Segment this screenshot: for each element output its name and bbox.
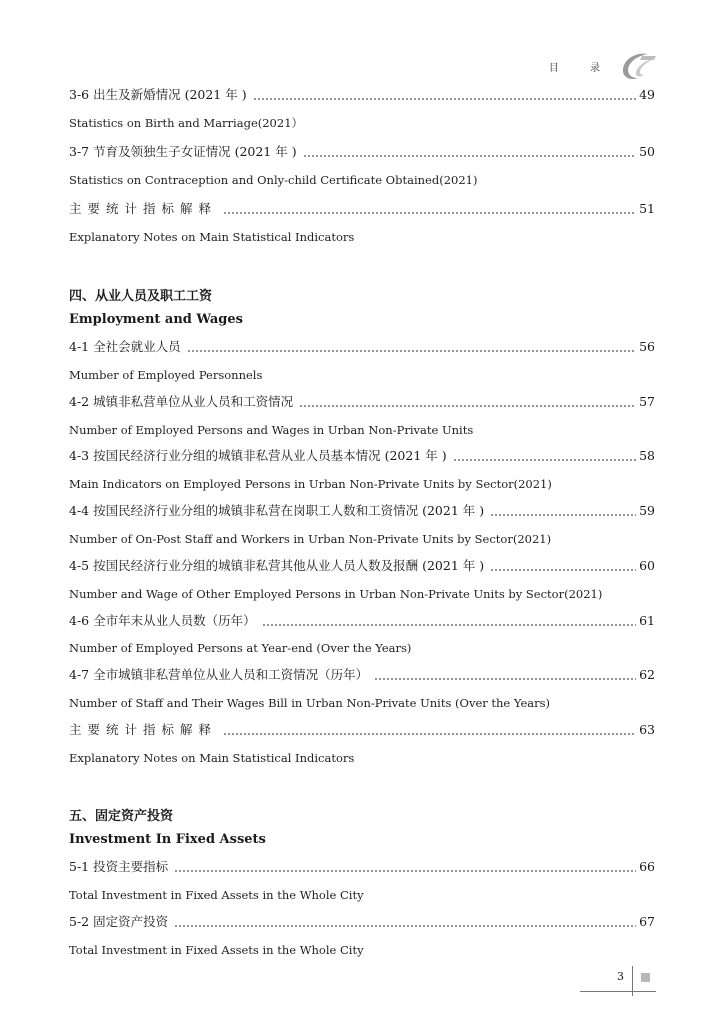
entry-english: Number of Employed Persons and Wages in Urban Non-Private Units — [69, 423, 474, 437]
entry-title: 5-2 固定资产投资 — [69, 914, 169, 929]
page-number: 60 — [639, 558, 655, 573]
toc-entry-4-7[interactable] — [69, 666, 655, 684]
section-title-cn: 四、从业人员及职工工资 — [69, 289, 213, 304]
entry-title: 4-6 全市年末从业人员数（历年） — [69, 613, 256, 628]
toc-entry-5-2[interactable] — [69, 913, 655, 931]
entry-title: 4-5 按国民经济行业分组的城镇非私营其他从业人员人数及报酬 (2021 年 ) — [69, 558, 485, 573]
entry-title: 4-2 城镇非私营单位从业人员和工资情况 — [69, 394, 294, 409]
toc-entry-4-2[interactable] — [69, 393, 655, 411]
leader-dots — [174, 925, 636, 927]
entry-english: Mumber of Employed Personnels — [69, 368, 263, 382]
page-number: 56 — [639, 339, 655, 354]
leader-dots — [374, 678, 636, 680]
toc-entry-5-1[interactable] — [69, 858, 655, 876]
leader-dots — [253, 98, 636, 100]
swirl-logo-icon — [618, 50, 658, 82]
leader-dots — [453, 459, 636, 461]
leader-dots — [223, 212, 636, 214]
page-footer — [580, 966, 656, 992]
header-title: 目 录 — [548, 63, 614, 74]
toc-entry-notes-3[interactable] — [69, 200, 655, 218]
leader-dots — [303, 155, 636, 157]
leader-dots — [187, 350, 636, 352]
page-number: 51 — [639, 201, 655, 216]
section-title-en: Employment and Wages — [69, 312, 243, 327]
toc-entry-4-6[interactable] — [69, 612, 655, 630]
entry-title: 5-1 投资主要指标 — [69, 859, 169, 874]
page-number: 50 — [639, 144, 655, 159]
page-number: 67 — [639, 914, 655, 929]
section-title-en: Investment In Fixed Assets — [69, 832, 266, 847]
entry-title: 主要统计指标解释 — [69, 201, 218, 216]
toc-entry-4-5[interactable] — [69, 557, 655, 575]
entry-english: Total Investment in Fixed Assets in the Whole City — [69, 943, 364, 957]
entry-english: Number of Employed Persons at Year-end (Over the Years) — [69, 641, 412, 655]
leader-dots — [490, 569, 636, 571]
leader-dots — [223, 733, 636, 735]
leader-dots — [299, 405, 636, 407]
page-number: 62 — [639, 667, 655, 682]
leader-dots — [174, 870, 636, 872]
leader-dots — [262, 624, 636, 626]
square-icon — [641, 973, 650, 982]
footer-rule — [580, 991, 656, 992]
entry-title: 4-4 按国民经济行业分组的城镇非私营在岗职工人数和工资情况 (2021 年 ) — [69, 503, 485, 518]
footer-page-number: 3 — [617, 970, 624, 983]
toc-entry-3-7[interactable] — [69, 143, 655, 161]
page-number: 49 — [639, 87, 655, 102]
page-number: 57 — [639, 394, 655, 409]
toc-entry-4-3[interactable] — [69, 447, 655, 465]
page-number: 63 — [639, 722, 655, 737]
toc-entry-3-6[interactable] — [69, 86, 655, 104]
entry-title: 4-3 按国民经济行业分组的城镇非私营从业人员基本情况 (2021 年 ) — [69, 448, 447, 463]
entry-english: Main Indicators on Employed Persons in Urban Non-Private Units by Sector(2021) — [69, 477, 552, 491]
toc-entry-4-1[interactable] — [69, 338, 655, 356]
entry-title: 3-6 出生及新婚情况 (2021 年 ) — [69, 87, 247, 102]
entry-english: Statistics on Birth and Marriage(2021） — [69, 116, 304, 130]
entry-english: Explanatory Notes on Main Statistical Indicators — [69, 751, 355, 765]
entry-english: Number of On-Post Staff and Workers in Urban Non-Private Units by Sector(2021) — [69, 532, 552, 546]
entry-english: Explanatory Notes on Main Statistical Indicators — [69, 230, 355, 244]
entry-title: 4-1 全社会就业人员 — [69, 339, 181, 354]
entry-title: 主要统计指标解释 — [69, 722, 218, 737]
entry-title: 4-7 全市城镇非私营单位从业人员和工资情况（历年） — [69, 667, 369, 682]
toc-entry-4-4[interactable] — [69, 502, 655, 520]
entry-english: Statistics on Contraception and Only-child Certificate Obtained(2021) — [69, 173, 478, 187]
entry-english: Number and Wage of Other Employed Persons in Urban Non-Private Units by Sector(2021) — [69, 587, 603, 601]
page-number: 61 — [639, 613, 655, 628]
section-title-cn: 五、固定资产投资 — [69, 809, 174, 824]
entry-english: Number of Staff and Their Wages Bill in Urban Non-Private Units (Over the Years) — [69, 696, 551, 710]
leader-dots — [490, 514, 636, 516]
page-number: 66 — [639, 859, 655, 874]
entry-english: Total Investment in Fixed Assets in the Whole City — [69, 888, 364, 902]
page-number: 58 — [639, 448, 655, 463]
entry-title: 3-7 节育及领独生子女证情况 (2021 年 ) — [69, 144, 297, 159]
page-number: 59 — [639, 503, 655, 518]
toc-entry-notes-4[interactable] — [69, 721, 655, 739]
